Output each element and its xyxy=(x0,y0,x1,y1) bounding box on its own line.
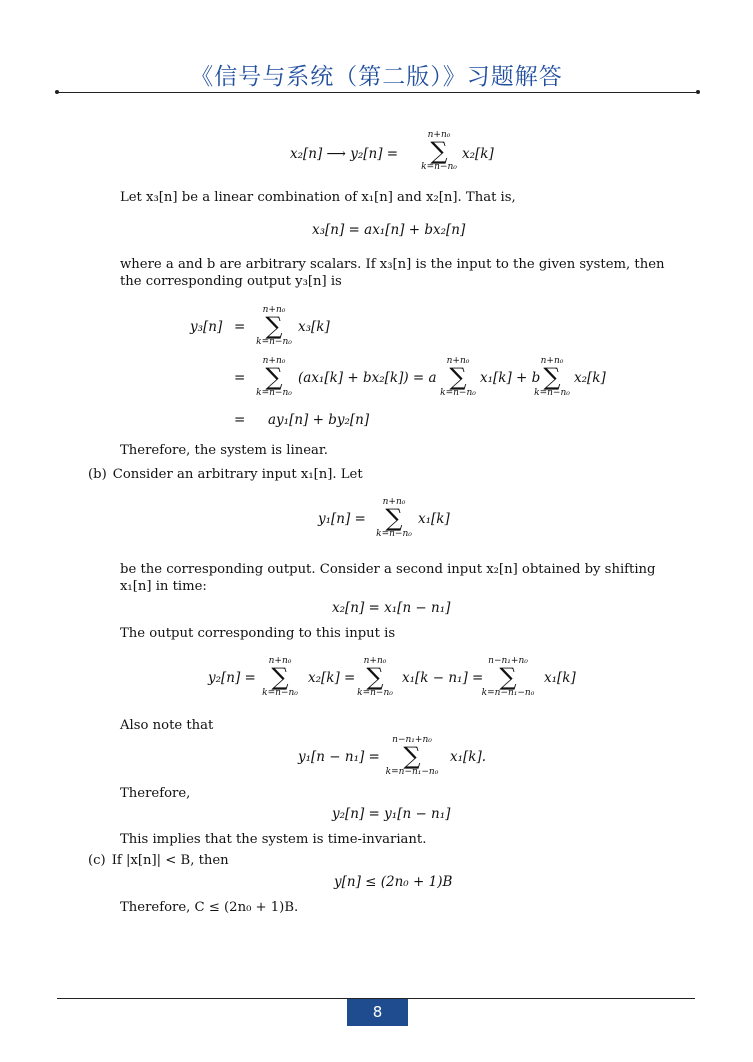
page-title: 《信号与系统（第二版）》习题解答 xyxy=(190,64,563,90)
eq6-term: x₁[k] xyxy=(544,670,576,686)
eq3-summation xyxy=(438,356,478,398)
eq1-sum-upper: n+n₀ xyxy=(427,130,451,140)
eq1-sum-lower: k=n−n₀ xyxy=(421,162,457,172)
sigma-symbol: ∑ xyxy=(366,663,384,691)
equals-sign: = xyxy=(234,319,246,335)
eq3-result: ay₁[n] + by₂[n] xyxy=(268,412,370,428)
eq7-term: x₁[k]. xyxy=(450,749,487,765)
eq4-lhs: y₁[n] = xyxy=(318,511,366,527)
sigma-symbol: ∑ xyxy=(271,663,289,691)
sum-upper: n+n₀ xyxy=(262,356,286,366)
sum-upper: n−n₁+n₀ xyxy=(392,735,432,745)
eq4-term: x₁[k] xyxy=(418,511,450,527)
part-b xyxy=(88,467,363,482)
part-text: If |x[n]| < B, then xyxy=(111,853,229,868)
sum-lower: k=n−n₁−n₀ xyxy=(385,767,439,777)
paragraph: Therefore, C ≤ (2n₀ + 1)B. xyxy=(120,900,299,915)
part-label: (b) xyxy=(88,467,107,482)
sum-lower: k=n−n₀ xyxy=(534,388,570,398)
eq6-summation xyxy=(476,656,540,698)
sigma-symbol: ∑ xyxy=(499,663,517,691)
eq6-term: x₂[k] = xyxy=(308,670,356,686)
eq9: y[n] ≤ (2n₀ + 1)B xyxy=(334,874,453,890)
part-c xyxy=(88,853,229,868)
sum-lower: k=n−n₀ xyxy=(357,688,393,698)
sum-upper: n+n₀ xyxy=(268,656,292,666)
sum-lower: k=n−n₀ xyxy=(256,388,292,398)
part-text: Consider an arbitrary input x₁[n]. Let xyxy=(112,467,363,482)
eq6-lhs: y₂[n] = xyxy=(208,670,256,686)
sum-lower: k=n−n₀ xyxy=(262,688,298,698)
eq6-term: x₁[k − n₁] = xyxy=(402,670,484,686)
sum-lower: k=n−n₀ xyxy=(376,529,412,539)
eq3-lhs: y₃[n] xyxy=(190,319,223,335)
rule-dot-right xyxy=(696,90,700,94)
paragraph: This implies that the system is time-invariant. xyxy=(120,832,427,847)
sigma-symbol: ∑ xyxy=(385,504,403,532)
paragraph: where a and b are arbitrary scalars. If x₃[n] is the input to the given system, then the corresponding output y₃[n] is xyxy=(120,257,665,289)
eq4-summation xyxy=(374,497,414,539)
sum-upper: n+n₀ xyxy=(363,656,387,666)
eq7-summation xyxy=(380,735,444,777)
sum-lower: k=n−n₁−n₀ xyxy=(481,688,535,698)
eq3-term: x₃[k] xyxy=(298,319,330,335)
paragraph: The output corresponding to this input is xyxy=(120,626,396,641)
sigma-symbol: ∑ xyxy=(449,363,467,391)
eq3-term: x₂[k] xyxy=(574,370,606,386)
sum-upper: n+n₀ xyxy=(382,497,406,507)
equals-sign: = xyxy=(234,412,246,428)
eq3-summation xyxy=(254,356,294,398)
eq2: x₃[n] = ax₁[n] + bx₂[n] xyxy=(312,222,466,238)
paragraph: Therefore, the system is linear. xyxy=(120,443,328,458)
paragraph: Let x₃[n] be a linear combination of x₁[n] and x₂[n]. That is, xyxy=(120,190,516,205)
eq7-lhs: y₁[n − n₁] = xyxy=(298,749,380,765)
sigma-symbol: ∑ xyxy=(265,312,283,340)
eq3-summation xyxy=(254,305,294,347)
sum-upper: n+n₀ xyxy=(446,356,470,366)
equals-sign: = xyxy=(234,370,246,386)
eq6-summation xyxy=(352,656,398,698)
paragraph: be the corresponding output. Consider a second input x₂[n] obtained by shifting x₁[n] in time: xyxy=(120,562,656,594)
sum-lower: k=n−n₀ xyxy=(440,388,476,398)
eq5: x₂[n] = x₁[n − n₁] xyxy=(332,600,451,616)
eq3-term: (ax₁[k] + bx₂[k]) = a xyxy=(298,370,437,386)
eq8: y₂[n] = y₁[n − n₁] xyxy=(332,806,451,822)
sigma-symbol: ∑ xyxy=(430,137,448,165)
eq3-summation xyxy=(532,356,572,398)
paragraph: Therefore, xyxy=(120,786,191,801)
eq3-term: x₁[k] + b xyxy=(480,370,541,386)
sum-upper: n+n₀ xyxy=(262,305,286,315)
sum-lower: k=n−n₀ xyxy=(256,337,292,347)
eq1-summation xyxy=(418,130,460,172)
eq1-lhs: x₂[n] ⟶ y₂[n] = xyxy=(290,146,399,162)
eq1-term: x₂[k] xyxy=(462,146,494,162)
sigma-symbol: ∑ xyxy=(543,363,561,391)
sum-upper: n+n₀ xyxy=(540,356,564,366)
part-label: (c) xyxy=(88,853,106,868)
paragraph: Also note that xyxy=(120,718,214,733)
sigma-symbol: ∑ xyxy=(403,742,421,770)
sigma-symbol: ∑ xyxy=(265,363,283,391)
eq6-summation xyxy=(256,656,304,698)
header-rule xyxy=(57,92,698,93)
page-number: 8 xyxy=(347,999,408,1026)
sum-upper: n−n₁+n₀ xyxy=(488,656,528,666)
